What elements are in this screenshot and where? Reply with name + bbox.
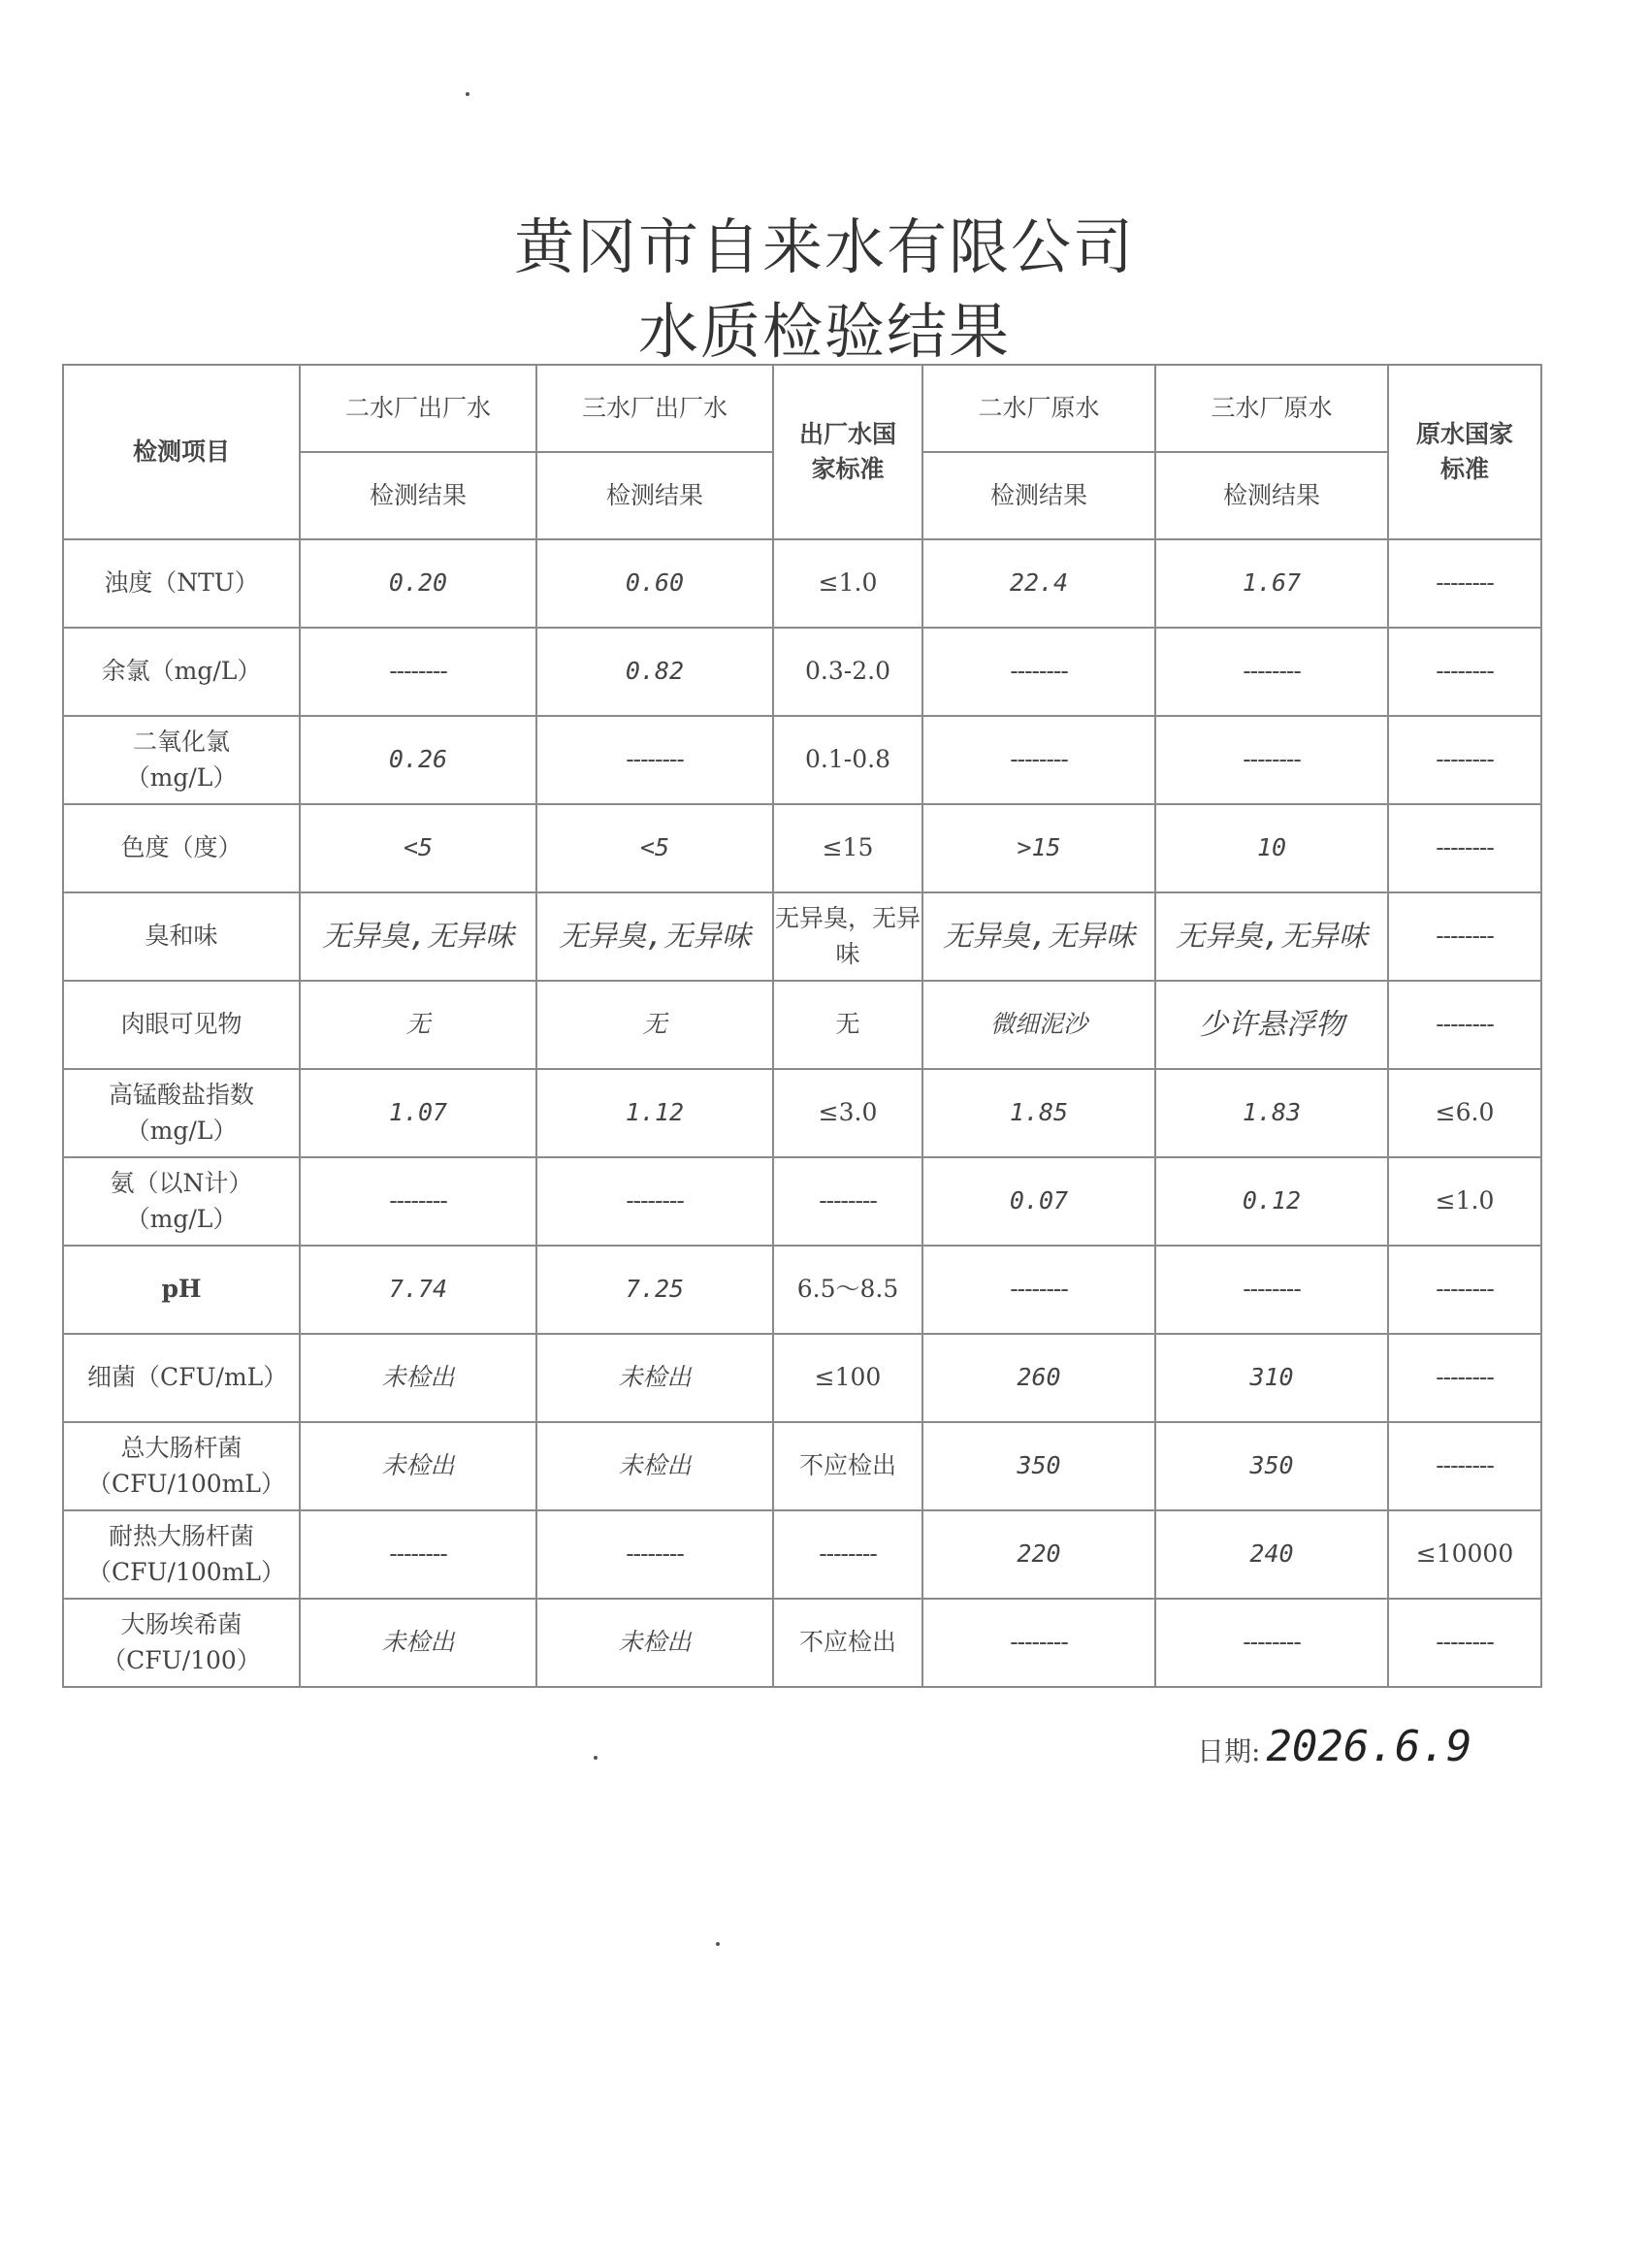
cell-plant2-out: -------- [300, 628, 536, 716]
cell-out-standard: 0.3-2.0 [773, 628, 922, 716]
cell-plant3-out: -------- [536, 1510, 773, 1599]
cell-plant2-raw: 22.4 [922, 539, 1155, 628]
cell-out-standard: 无异臭，无异味 [773, 892, 922, 981]
cell-raw-standard: -------- [1388, 892, 1541, 981]
cell-out-standard: ≤15 [773, 804, 922, 892]
scan-speck [594, 1756, 598, 1760]
table-row [63, 1069, 1541, 1157]
cell-raw-standard: -------- [1388, 804, 1541, 892]
cell-raw-standard: ≤10000 [1388, 1510, 1541, 1599]
header-result: 检测结果 [922, 452, 1155, 539]
cell-plant2-out: 1.07 [300, 1069, 536, 1157]
cell-item: 肉眼可见物 [63, 981, 300, 1069]
cell-plant3-raw: 1.67 [1155, 539, 1388, 628]
date-line [1197, 1722, 1471, 1771]
cell-item: 色度（度） [63, 804, 300, 892]
cell-item: 高锰酸盐指数（mg/L） [63, 1069, 300, 1157]
report-title: 黄冈市自来水有限公司 [513, 211, 1135, 282]
cell-raw-standard: -------- [1388, 1246, 1541, 1334]
cell-plant3-out: 未检出 [536, 1334, 773, 1422]
cell-plant2-raw: >15 [922, 804, 1155, 892]
cell-raw-standard: ≤1.0 [1388, 1157, 1541, 1246]
cell-plant3-out: -------- [536, 716, 773, 804]
cell-out-standard: 0.1-0.8 [773, 716, 922, 804]
table-row [63, 1422, 1541, 1510]
water-quality-table [62, 364, 1542, 1688]
cell-plant3-out: 未检出 [536, 1599, 773, 1687]
cell-plant2-out: 0.26 [300, 716, 536, 804]
cell-out-standard: ≤1.0 [773, 539, 922, 628]
cell-plant2-out: 未检出 [300, 1334, 536, 1422]
cell-item: 细菌（CFU/mL） [63, 1334, 300, 1422]
cell-out-standard: ≤100 [773, 1334, 922, 1422]
cell-out-standard: 6.5～8.5 [773, 1246, 922, 1334]
cell-raw-standard: ≤6.0 [1388, 1069, 1541, 1157]
cell-plant2-raw: 220 [922, 1510, 1155, 1599]
table-row [63, 716, 1541, 804]
cell-plant2-out: 未检出 [300, 1422, 536, 1510]
header-plant2-raw: 二水厂原水 [922, 365, 1155, 452]
cell-plant3-out: 0.60 [536, 539, 773, 628]
cell-plant2-out: 未检出 [300, 1599, 536, 1687]
cell-plant3-out: 0.82 [536, 628, 773, 716]
cell-plant3-raw: 无异臭,无异味 [1155, 892, 1388, 981]
cell-plant3-raw: -------- [1155, 1246, 1388, 1334]
table-row [63, 1157, 1541, 1246]
cell-out-standard: 无 [773, 981, 922, 1069]
header-plant3-raw: 三水厂原水 [1155, 365, 1388, 452]
cell-plant2-out: 无 [300, 981, 536, 1069]
header-raw-standard: 原水国家标准 [1388, 365, 1541, 539]
cell-plant2-raw: 260 [922, 1334, 1155, 1422]
cell-plant3-out: 7.25 [536, 1246, 773, 1334]
cell-plant2-out: 无异臭,无异味 [300, 892, 536, 981]
table-row [63, 1246, 1541, 1334]
table-row [63, 1510, 1541, 1599]
cell-plant3-raw: 少许悬浮物 [1155, 981, 1388, 1069]
table-row [63, 804, 1541, 892]
cell-item: 总大肠杆菌（CFU/100mL） [63, 1422, 300, 1510]
table-row [63, 981, 1541, 1069]
cell-plant2-raw: 无异臭,无异味 [922, 892, 1155, 981]
cell-plant2-raw: 微细泥沙 [922, 981, 1155, 1069]
cell-plant2-raw: 350 [922, 1422, 1155, 1510]
cell-raw-standard: -------- [1388, 1422, 1541, 1510]
header-out-standard: 出厂水国家标准 [773, 365, 922, 539]
cell-item: 余氯（mg/L） [63, 628, 300, 716]
cell-plant3-raw: 0.12 [1155, 1157, 1388, 1246]
header-plant2-out: 二水厂出厂水 [300, 365, 536, 452]
cell-plant3-out: -------- [536, 1157, 773, 1246]
table-row [63, 1334, 1541, 1422]
header-result: 检测结果 [536, 452, 773, 539]
cell-plant2-raw: -------- [922, 628, 1155, 716]
table-row [63, 539, 1541, 628]
cell-raw-standard: -------- [1388, 1334, 1541, 1422]
cell-plant3-raw: 350 [1155, 1422, 1388, 1510]
header-result: 检测结果 [300, 452, 536, 539]
cell-plant2-raw: 1.85 [922, 1069, 1155, 1157]
date-label: 日期: [1197, 1735, 1261, 1767]
cell-plant3-raw: 1.83 [1155, 1069, 1388, 1157]
cell-plant3-out: 1.12 [536, 1069, 773, 1157]
cell-plant2-out: -------- [300, 1510, 536, 1599]
cell-raw-standard: -------- [1388, 539, 1541, 628]
cell-plant2-out: 7.74 [300, 1246, 536, 1334]
cell-raw-standard: -------- [1388, 628, 1541, 716]
scan-speck [466, 92, 469, 96]
cell-plant3-raw: 10 [1155, 804, 1388, 892]
cell-raw-standard: -------- [1388, 716, 1541, 804]
cell-item: 氨（以N计）（mg/L） [63, 1157, 300, 1246]
header-result: 检测结果 [1155, 452, 1388, 539]
cell-item: 耐热大肠杆菌（CFU/100mL） [63, 1510, 300, 1599]
date-value: 2026.6.9 [1266, 1722, 1472, 1771]
cell-plant3-out: <5 [536, 804, 773, 892]
cell-plant2-raw: 0.07 [922, 1157, 1155, 1246]
cell-item: 浊度（NTU） [63, 539, 300, 628]
header-item: 检测项目 [63, 365, 300, 539]
scan-speck [716, 1942, 720, 1946]
table-body [63, 539, 1541, 1687]
cell-out-standard: -------- [773, 1157, 922, 1246]
cell-plant3-raw: 240 [1155, 1510, 1388, 1599]
cell-plant3-raw: -------- [1155, 1599, 1388, 1687]
cell-plant2-out: -------- [300, 1157, 536, 1246]
cell-plant2-raw: -------- [922, 1246, 1155, 1334]
report-subtitle: 水质检验结果 [637, 296, 1011, 367]
table-row [63, 1599, 1541, 1687]
cell-item: pH [63, 1246, 300, 1334]
table-row [63, 628, 1541, 716]
cell-plant3-raw: -------- [1155, 628, 1388, 716]
cell-out-standard: ≤3.0 [773, 1069, 922, 1157]
cell-plant3-out: 无异臭,无异味 [536, 892, 773, 981]
cell-raw-standard: -------- [1388, 1599, 1541, 1687]
cell-plant2-out: <5 [300, 804, 536, 892]
cell-plant2-raw: -------- [922, 716, 1155, 804]
cell-out-standard: 不应检出 [773, 1599, 922, 1687]
cell-plant3-out: 未检出 [536, 1422, 773, 1510]
cell-out-standard: -------- [773, 1510, 922, 1599]
header-plant3-out: 三水厂出厂水 [536, 365, 773, 452]
cell-plant2-out: 0.20 [300, 539, 536, 628]
cell-plant3-out: 无 [536, 981, 773, 1069]
cell-plant3-raw: 310 [1155, 1334, 1388, 1422]
cell-item: 二氧化氯（mg/L） [63, 716, 300, 804]
cell-item: 臭和味 [63, 892, 300, 981]
table-row [63, 892, 1541, 981]
cell-plant3-raw: -------- [1155, 716, 1388, 804]
cell-out-standard: 不应检出 [773, 1422, 922, 1510]
cell-plant2-raw: -------- [922, 1599, 1155, 1687]
cell-item: 大肠埃希菌（CFU/100） [63, 1599, 300, 1687]
cell-raw-standard: -------- [1388, 981, 1541, 1069]
